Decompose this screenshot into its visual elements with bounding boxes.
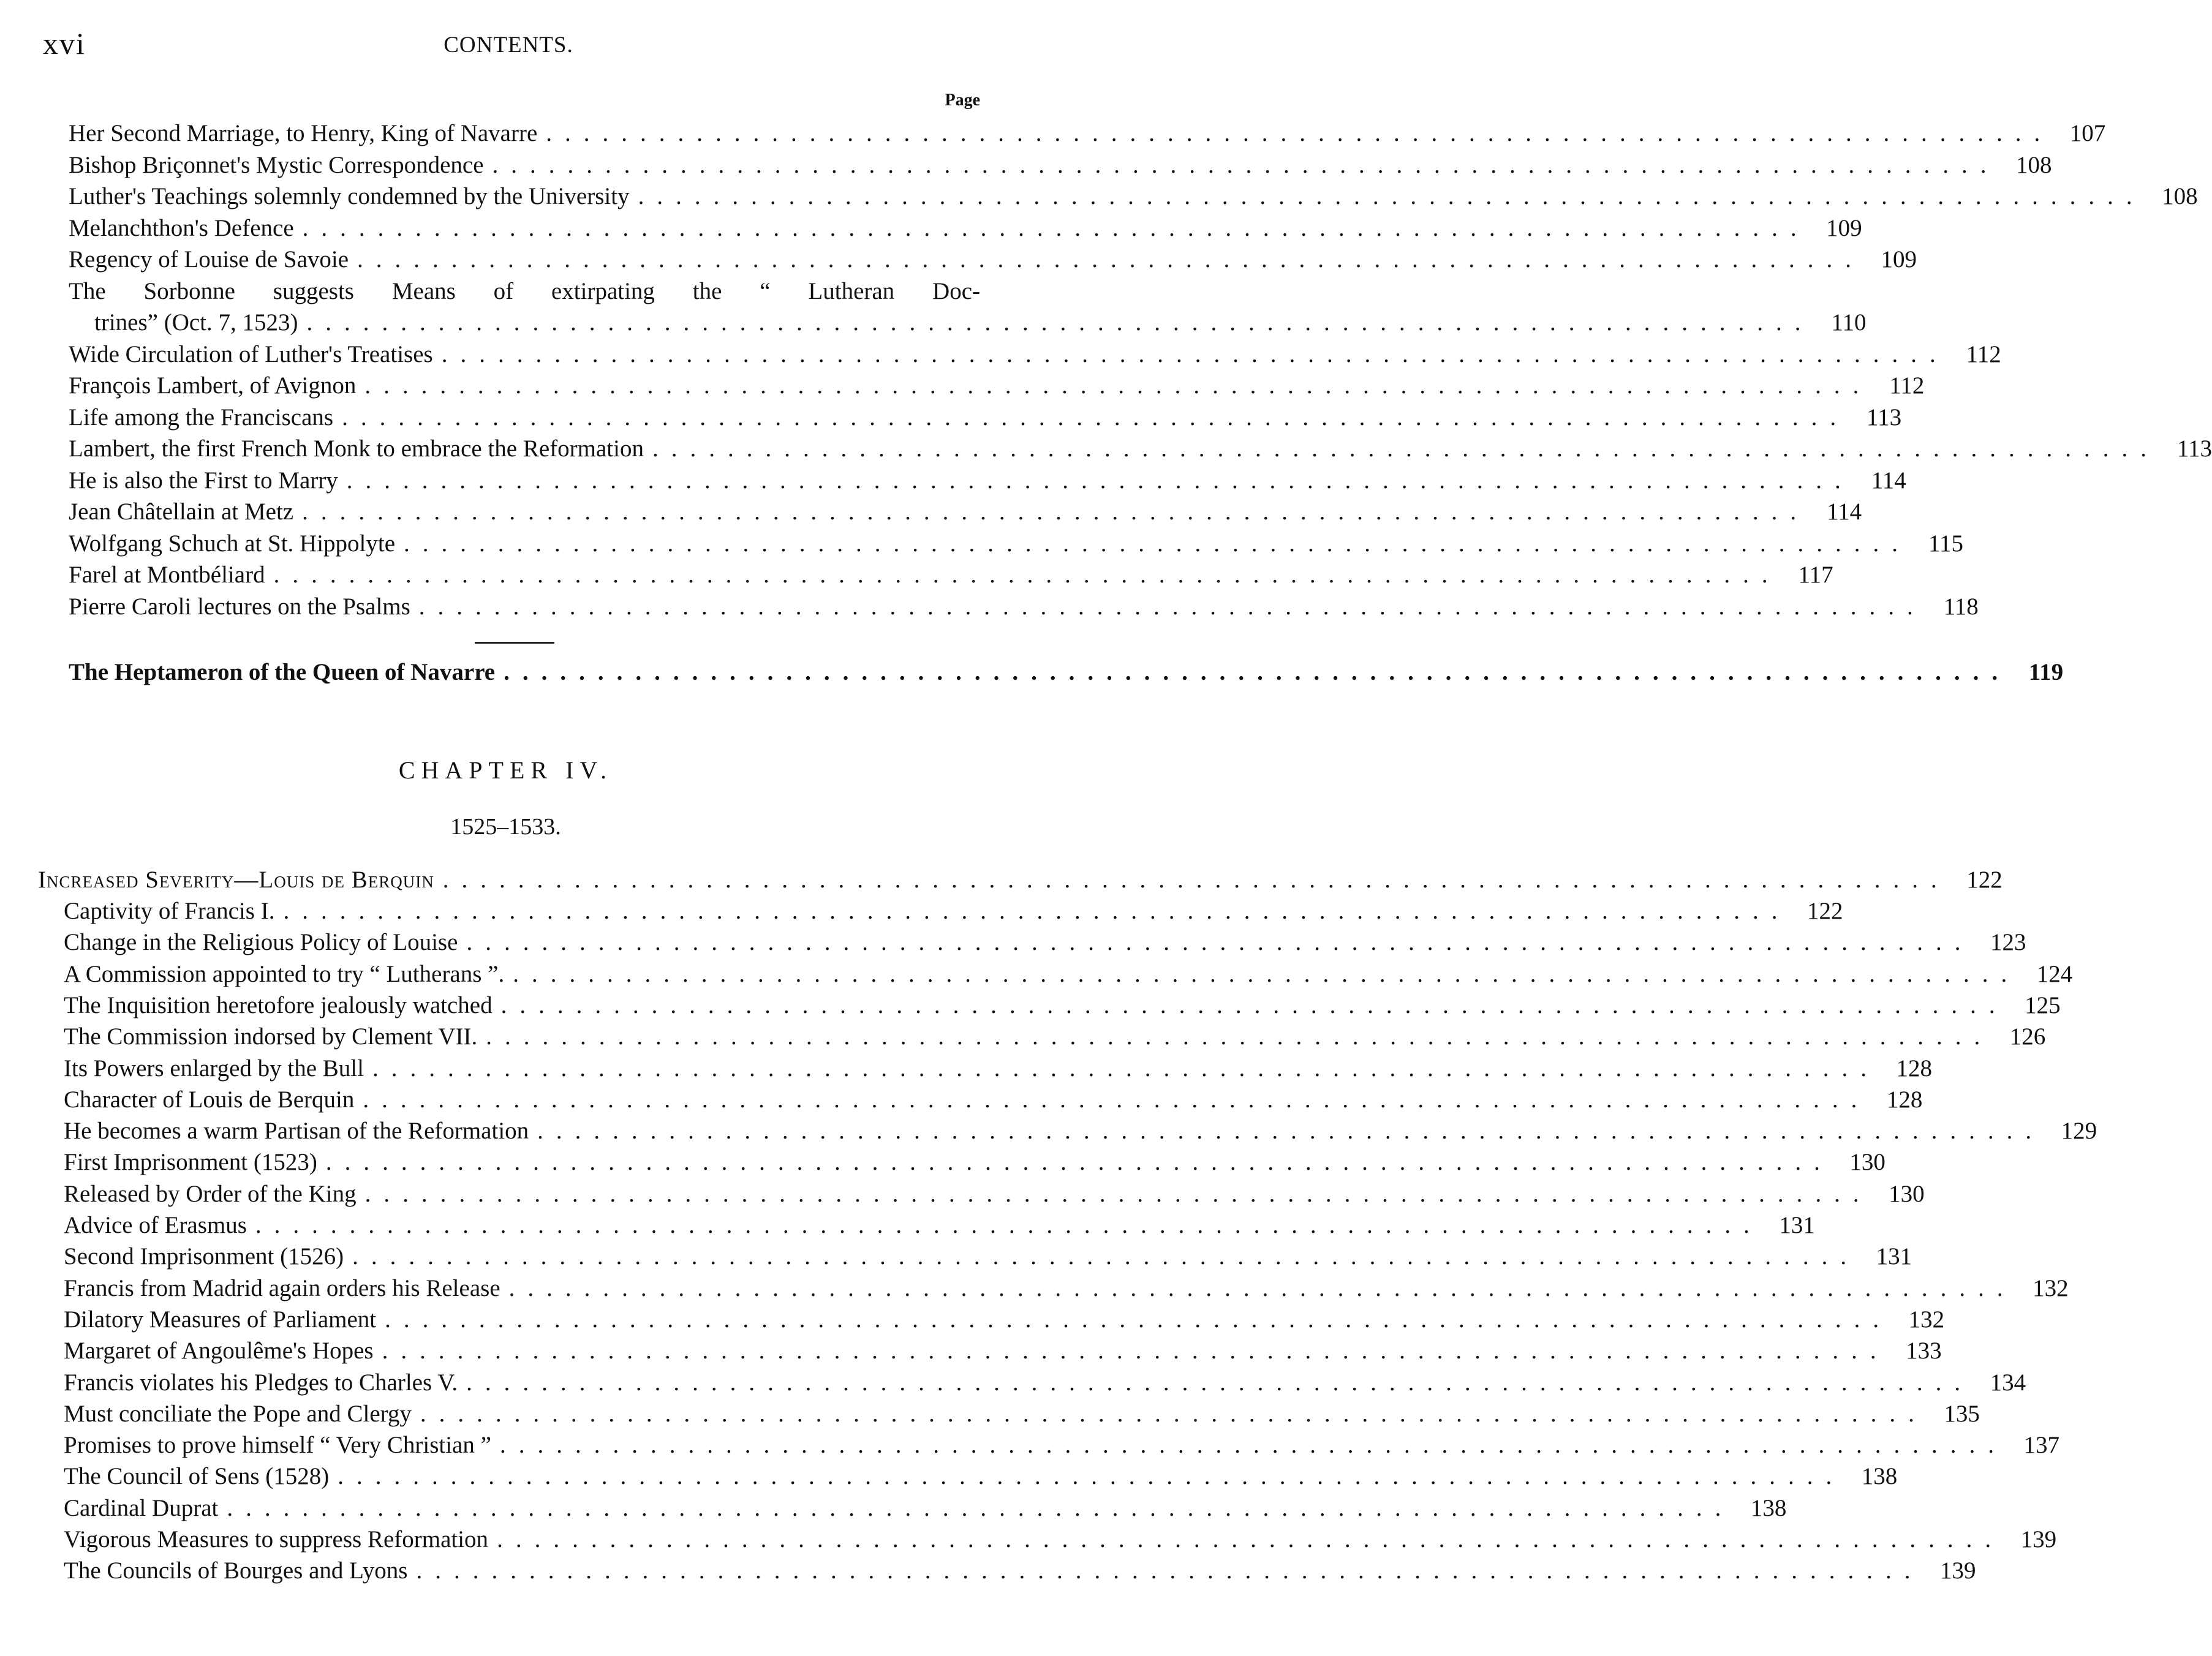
dot-leader: ................................................................................ xyxy=(497,1526,2004,1552)
entry-title: A Commission appointed to try “ Lutherans ”. xyxy=(64,960,505,987)
toc-entry xyxy=(69,433,2212,465)
toc-entry xyxy=(64,1335,1942,1367)
entry-page-number: 112 xyxy=(1966,341,2001,367)
dot-leader: ................................................................................ xyxy=(486,1023,1993,1050)
toc-entry xyxy=(64,1241,1912,1273)
dot-leader: ................................................................................ xyxy=(500,992,2008,1018)
dot-leader: ................................................................................ xyxy=(442,867,1950,893)
entry-title: Melanchthon's Defence xyxy=(69,214,294,241)
entry-page-number: 130 xyxy=(1849,1149,1885,1176)
entry-title: First Imprisonment (1523) xyxy=(64,1149,317,1176)
toc-entry xyxy=(64,990,2061,1022)
toc-entry xyxy=(69,496,1862,528)
dot-leader: ................................................................................ xyxy=(283,898,1791,924)
entry-title: Advice of Erasmus xyxy=(64,1212,247,1238)
entry-title: Released by Order of the King xyxy=(64,1180,357,1207)
dot-leader: ................................................................................ xyxy=(302,499,1810,525)
entry-page-number: 119 xyxy=(2028,659,2064,685)
entry-title: Dilatory Measures of Parliament xyxy=(64,1306,377,1333)
entry-title: François Lambert, of Avignon xyxy=(69,372,357,399)
dot-leader: ................................................................................ xyxy=(227,1494,1734,1521)
entry-title: The Councils of Bourges and Lyons xyxy=(64,1557,408,1584)
entry-page-number: 133 xyxy=(1906,1338,1942,1364)
dot-leader: ................................................................................ xyxy=(404,530,1911,557)
toc-entry xyxy=(64,1021,2046,1053)
entry-title: Vigorous Measures to suppress Reformation xyxy=(64,1526,489,1552)
toc-entry xyxy=(64,1555,1976,1587)
entry-title: Second Imprisonment (1526) xyxy=(64,1243,344,1270)
dot-leader: ................................................................................ xyxy=(325,1149,1833,1176)
entry-title: He is also the First to Marry xyxy=(69,467,338,494)
entry-page-number: 139 xyxy=(1939,1557,1976,1584)
chapter-heading: CHAPTER IV. xyxy=(398,756,613,784)
toc-entry xyxy=(69,244,1917,276)
dot-leader: ................................................................................ xyxy=(499,1432,2007,1459)
toc-entry xyxy=(69,370,1925,402)
dot-leader: ................................................................................ xyxy=(338,1463,1845,1490)
entry-page-number: 134 xyxy=(1990,1369,2026,1396)
entry-page-number: 108 xyxy=(2016,151,2052,178)
toc-entry xyxy=(64,1304,1945,1336)
entry-page-number: 114 xyxy=(1827,499,1862,525)
entry-title: Pierre Caroli lectures on the Psalms xyxy=(69,593,410,620)
toc-entry xyxy=(64,1492,1787,1524)
entry-title: The Sorbonne suggests Means of extirpating the “ Lutheran Doc- xyxy=(69,277,980,304)
toc-entry xyxy=(64,1461,1898,1492)
toc-entry xyxy=(64,1398,1980,1430)
entry-title: Lambert, the first French Monk to embrace the Reformation xyxy=(69,435,644,462)
entry-page-number: 131 xyxy=(1876,1243,1912,1270)
dot-leader: ................................................................................ xyxy=(357,246,1865,273)
dot-leader: ................................................................................ xyxy=(273,562,1781,588)
dot-leader: ................................................................................ xyxy=(385,1306,1892,1333)
dot-leader: ................................................................................ xyxy=(546,120,2053,146)
toc-entry xyxy=(69,559,1833,591)
entry-title: Bishop Briçonnet's Mystic Correspondence xyxy=(69,151,484,178)
dot-leader: ................................................................................ xyxy=(372,1055,1879,1082)
dot-leader: ................................................................................ xyxy=(492,151,1999,178)
toc-entry xyxy=(64,1115,2097,1147)
entry-title: Francis violates his Pledges to Charles V. xyxy=(64,1369,458,1396)
entry-title: Luther's Teachings solemnly condemned by the University xyxy=(69,183,630,209)
entry-title: Wolfgang Schuch at St. Hippolyte xyxy=(69,530,396,557)
entry-page-number: 107 xyxy=(2069,120,2106,146)
entry-page-number: 123 xyxy=(1990,929,2026,956)
entry-title: Regency of Louise de Savoie xyxy=(69,246,349,273)
section-heading xyxy=(38,864,2003,896)
dot-leader: ................................................................................ xyxy=(364,372,1872,399)
dot-leader: ................................................................................ xyxy=(416,1557,1923,1584)
entry-page-number: 129 xyxy=(2061,1118,2097,1145)
toc-entry xyxy=(69,118,2106,149)
dot-leader: ................................................................................ xyxy=(441,341,1949,367)
entry-page-number: 117 xyxy=(1798,562,1833,588)
entry-page-number: 138 xyxy=(1861,1463,1898,1490)
entry-page-number: 125 xyxy=(2025,992,2061,1018)
toc-entry xyxy=(64,1053,1932,1085)
entry-page-number: 139 xyxy=(2020,1526,2057,1552)
entry-title: He becomes a warm Partisan of the Reformation xyxy=(64,1118,529,1145)
chapter-years: 1525–1533. xyxy=(450,814,561,840)
toc-entry xyxy=(64,1524,2057,1556)
toc-entry xyxy=(64,1367,2026,1399)
entry-page-number: 130 xyxy=(1889,1180,1925,1207)
toc-entry xyxy=(69,402,1902,434)
entry-page-number: 138 xyxy=(1750,1494,1787,1521)
toc-entry-heptameron xyxy=(69,657,2064,688)
running-title: CONTENTS. xyxy=(444,32,573,58)
entry-title: Character of Louis de Berquin xyxy=(64,1086,355,1113)
dot-leader: ................................................................................ xyxy=(255,1212,1762,1238)
entry-title: Wide Circulation of Luther's Treatises xyxy=(69,341,433,367)
page-number: xvi xyxy=(43,26,86,61)
entry-title: Farel at Montbéliard xyxy=(69,562,265,588)
dot-leader: ................................................................................ xyxy=(537,1118,2045,1145)
entry-title: The Council of Sens (1528) xyxy=(64,1463,330,1490)
toc-entry xyxy=(69,465,1906,497)
toc-entry xyxy=(69,181,2198,213)
entry-title: The Commission indorsed by Clement VII. xyxy=(64,1023,478,1050)
entry-page-number: 113 xyxy=(2176,435,2212,462)
entry-title: Her Second Marriage, to Henry, King of Navarre xyxy=(69,120,538,146)
toc-entry xyxy=(64,1146,1885,1178)
dot-leader: ................................................................................ xyxy=(306,309,1814,336)
entry-page-number: 109 xyxy=(1881,246,1917,273)
entry-page-number: 131 xyxy=(1779,1212,1815,1238)
entry-page-number: 108 xyxy=(2162,183,2198,209)
toc-entry xyxy=(64,895,1843,927)
entry-title: Cardinal Duprat xyxy=(64,1494,219,1521)
toc-entry xyxy=(94,307,1867,339)
dot-leader: ................................................................................ xyxy=(466,1369,1974,1396)
toc-entry xyxy=(69,591,1979,623)
entry-page-number: 109 xyxy=(1826,214,1862,241)
entry-title: Life among the Franciscans xyxy=(69,404,334,431)
entry-title: Margaret of Angoulême's Hopes xyxy=(64,1338,374,1364)
toc-entry xyxy=(69,276,980,307)
entry-title: Francis from Madrid again orders his Release xyxy=(64,1274,500,1301)
dot-leader: ................................................................................ xyxy=(504,659,2011,685)
toc-entry xyxy=(64,1084,1923,1116)
dot-leader: ................................................................................ xyxy=(420,1400,1927,1427)
section-divider-rule xyxy=(475,642,554,644)
entry-page-number: 126 xyxy=(2009,1023,2046,1050)
entry-page-number: 110 xyxy=(1831,309,1867,336)
toc-entry xyxy=(64,1429,2059,1461)
entry-page-number: 113 xyxy=(1867,404,1902,431)
entry-title: The Heptameron of the Queen of Navarre xyxy=(69,659,496,685)
toc-entry xyxy=(64,958,2073,990)
dot-leader: ................................................................................ xyxy=(352,1243,1860,1270)
page-column-label: Page xyxy=(945,91,980,110)
entry-title: Increased Severity—Louis de Berquin xyxy=(38,867,434,893)
entry-page-number: 122 xyxy=(1806,898,1843,924)
dot-leader: ................................................................................ xyxy=(382,1338,1889,1364)
dot-leader: ................................................................................ xyxy=(652,435,2159,462)
dot-leader: ................................................................................ xyxy=(508,1274,2016,1301)
toc-entry xyxy=(64,927,2026,958)
entry-title: Its Powers enlarged by the Bull xyxy=(64,1055,364,1082)
toc-entry xyxy=(64,1178,1925,1210)
dot-leader: ................................................................................ xyxy=(418,593,1926,620)
entry-page-number: 132 xyxy=(2033,1274,2069,1301)
dot-leader: ................................................................................ xyxy=(466,929,1974,956)
dot-leader: ................................................................................ xyxy=(346,467,1854,494)
entry-title: trines” (Oct. 7, 1523) xyxy=(94,309,298,336)
entry-page-number: 135 xyxy=(1944,1400,1980,1427)
entry-page-number: 115 xyxy=(1928,530,1964,557)
entry-page-number: 128 xyxy=(1896,1055,1932,1082)
toc-entry xyxy=(69,528,1964,560)
entry-page-number: 128 xyxy=(1886,1086,1923,1113)
toc-entry xyxy=(64,1273,2069,1304)
entry-page-number: 118 xyxy=(1943,593,1979,620)
entry-title: Jean Châtellain at Metz xyxy=(69,499,294,525)
entry-title: Must conciliate the Pope and Clergy xyxy=(64,1400,412,1427)
entry-page-number: 122 xyxy=(1966,867,2003,893)
entry-title: Captivity of Francis I. xyxy=(64,898,275,924)
entry-page-number: 124 xyxy=(2036,960,2073,987)
entry-title: Promises to prove himself “ Very Christian ” xyxy=(64,1432,491,1459)
entry-title: The Inquisition heretofore jealously watched xyxy=(64,992,493,1018)
running-head xyxy=(37,26,980,62)
toc-entry xyxy=(69,339,2001,371)
entry-page-number: 114 xyxy=(1871,467,1906,494)
entry-title: Change in the Religious Policy of Louise xyxy=(64,929,458,956)
toc-entry xyxy=(69,149,2052,181)
entry-page-number: 112 xyxy=(1889,372,1925,399)
dot-leader: ................................................................................ xyxy=(302,214,1810,241)
toc-entry xyxy=(69,213,1862,244)
dot-leader: ................................................................................ xyxy=(342,404,1849,431)
toc-entry xyxy=(64,1210,1815,1241)
entry-page-number: 132 xyxy=(1908,1306,1945,1333)
dot-leader: ................................................................................ xyxy=(364,1180,1872,1207)
entry-page-number: 137 xyxy=(2023,1432,2059,1459)
dot-leader: ................................................................................ xyxy=(513,960,2020,987)
dot-leader: ................................................................................ xyxy=(638,183,2145,209)
dot-leader: ................................................................................ xyxy=(363,1086,1870,1113)
